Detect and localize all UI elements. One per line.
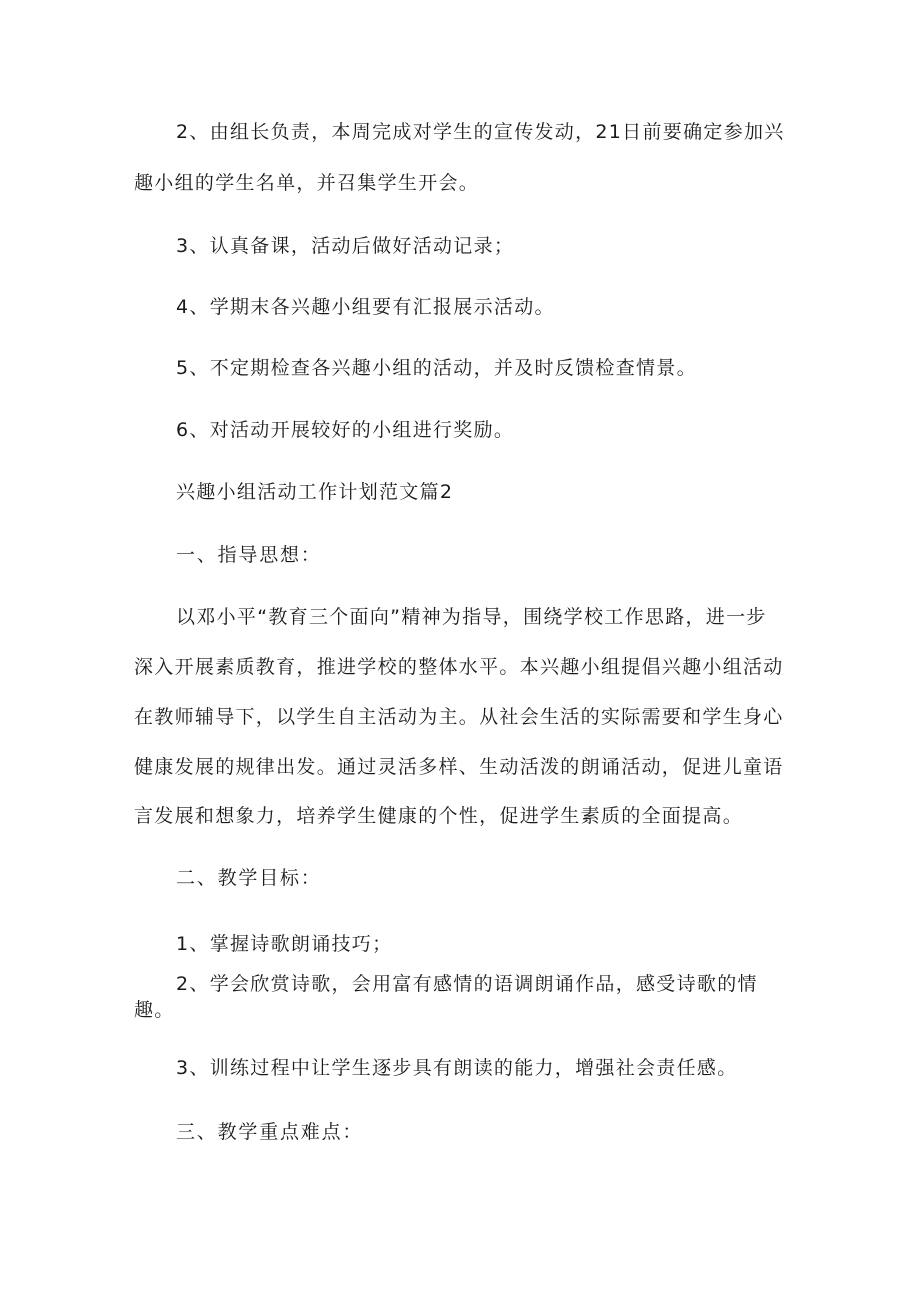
heading-guiding-thought: 一、指导思想： (176, 544, 322, 566)
goal-2-line-1: 2、学会欣赏诗歌，会用富有感情的语调朗诵作品，感受诗歌的情 (176, 973, 758, 995)
item-2-line-2: 趣小组的学生名单，并召集学生开会。 (134, 172, 480, 194)
section-title: 兴趣小组活动工作计划范文篇2 (176, 481, 454, 503)
item-4: 4、学期末各兴趣小组要有汇报展示活动。 (176, 296, 555, 318)
item-6: 6、对活动开展较好的小组进行奖励。 (176, 419, 515, 441)
goal-2-line-2: 趣。 (134, 999, 175, 1021)
paragraph-line: 言发展和想象力，培养学生健康的个性，促进学生素质的全面提高。 (134, 805, 744, 827)
heading-key-difficulties: 三、教学重点难点： (176, 1121, 364, 1143)
paragraph-line: 以邓小平“教育三个面向”精神为指导，围绕学校工作思路，进一步 (176, 606, 767, 628)
paragraph-line: 在教师辅导下，以学生自主活动为主。从社会生活的实际需要和学生身心 (134, 706, 784, 728)
paragraph-line: 健康发展的规律出发。通过灵活多样、生动活泼的朗诵活动，促进儿童语 (134, 756, 784, 778)
item-5: 5、不定期检查各兴趣小组的活动，并及时反馈检查情景。 (176, 357, 697, 379)
item-2-line-1: 2、由组长负责，本周完成对学生的宣传发动，21日前要确定参加兴 (176, 121, 785, 143)
goal-1: 1、掌握诗歌朗诵技巧； (176, 933, 393, 955)
goal-3: 3、训练过程中让学生逐步具有朗读的能力，增强社会责任感。 (176, 1057, 738, 1079)
paragraph-line: 深入开展素质教育，推进学校的整体水平。本兴趣小组提倡兴趣小组活动 (134, 656, 784, 678)
heading-teaching-goals: 二、教学目标： (176, 867, 322, 889)
item-3: 3、认真备课，活动后做好活动记录； (176, 235, 515, 257)
